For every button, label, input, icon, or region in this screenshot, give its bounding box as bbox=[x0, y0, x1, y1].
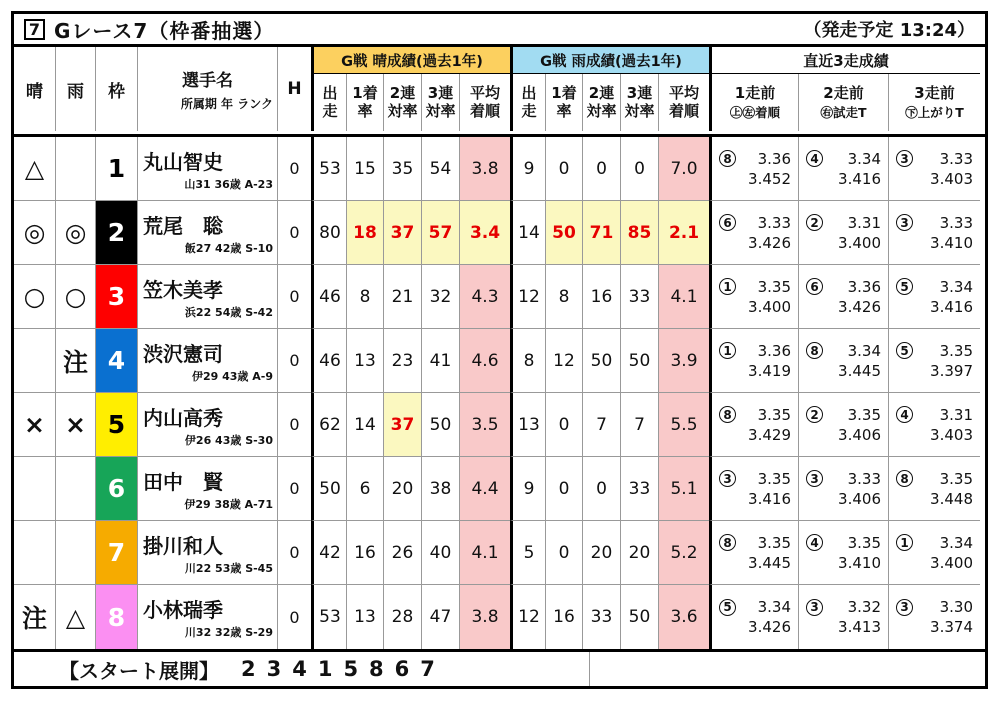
rain-avg-finish: 5.2 bbox=[659, 521, 709, 585]
race-number-box: 7 bbox=[24, 19, 45, 40]
lap-time: 3.419 bbox=[748, 361, 791, 380]
stat-col-header-starts: 出 走 bbox=[311, 74, 347, 131]
recent-race-1 bbox=[709, 329, 799, 393]
lap-time: 3.416 bbox=[838, 169, 881, 188]
lap-time: 3.416 bbox=[748, 489, 791, 508]
trial-time: 3.35 bbox=[939, 469, 973, 488]
trial-time: 3.31 bbox=[847, 213, 881, 232]
recent-race-1 bbox=[709, 137, 799, 201]
recent-race-3 bbox=[889, 329, 980, 393]
frame-number: 7 bbox=[96, 521, 138, 585]
rain-win-rate: 50 bbox=[546, 201, 583, 265]
recent-race-3 bbox=[889, 585, 980, 649]
trial-time: 3.35 bbox=[757, 277, 791, 296]
recent-race-3 bbox=[889, 265, 980, 329]
racer-name: 小林瑞季 bbox=[143, 598, 223, 622]
sun-win-rate: 15 bbox=[347, 137, 384, 201]
sun-quinella-rate: 37 bbox=[384, 393, 422, 457]
racer-name: 内山高秀 bbox=[143, 405, 223, 430]
frame-number: 1 bbox=[96, 137, 138, 201]
rain-quinella-rate: 50 bbox=[583, 329, 621, 393]
rain-trio-rate: 50 bbox=[621, 329, 659, 393]
sun-starts: 42 bbox=[311, 521, 347, 585]
trial-time: 3.35 bbox=[939, 341, 973, 360]
racer-rows bbox=[14, 137, 985, 649]
finish-position-circle: 8 bbox=[719, 150, 736, 167]
rain-trio-rate: 20 bbox=[621, 521, 659, 585]
lap-time: 3.426 bbox=[748, 233, 791, 252]
finish-position-circle: 8 bbox=[806, 342, 823, 359]
recent-race-3 bbox=[889, 137, 980, 201]
finish-position-circle: 8 bbox=[719, 406, 736, 423]
rain-mark bbox=[56, 521, 96, 585]
trial-time: 3.34 bbox=[847, 149, 881, 168]
trial-time: 3.36 bbox=[757, 341, 791, 360]
trial-time: 3.35 bbox=[847, 533, 881, 552]
racer-name: 丸山智史 bbox=[143, 149, 223, 174]
sun-win-rate: 8 bbox=[347, 265, 384, 329]
trial-time: 3.34 bbox=[939, 277, 973, 296]
sun-starts: 53 bbox=[311, 585, 347, 649]
sun-win-rate: 18 bbox=[347, 201, 384, 265]
finish-position-circle: 5 bbox=[896, 278, 913, 295]
sun-avg-finish: 3.8 bbox=[460, 137, 510, 201]
rain-trio-rate: 7 bbox=[621, 393, 659, 457]
recent-race-3 bbox=[889, 521, 980, 585]
lap-time: 3.448 bbox=[930, 489, 973, 508]
sun-avg-finish: 4.4 bbox=[460, 457, 510, 521]
stat-col-header-avg-finish: 平均 着順 bbox=[460, 74, 510, 131]
rain-starts: 8 bbox=[510, 329, 546, 393]
trial-time: 3.35 bbox=[757, 469, 791, 488]
racer-cell bbox=[138, 393, 278, 457]
rain-trio-rate: 0 bbox=[621, 137, 659, 201]
recent-race-2 bbox=[799, 521, 889, 585]
trial-time: 3.34 bbox=[847, 341, 881, 360]
sun-avg-finish: 4.3 bbox=[460, 265, 510, 329]
racer-subheader-label: 所属期 年 ランク bbox=[180, 97, 273, 111]
sun-mark bbox=[14, 329, 56, 393]
rain-avg-finish: 3.9 bbox=[659, 329, 709, 393]
trial-time: 3.33 bbox=[757, 213, 791, 232]
lap-time: 3.406 bbox=[838, 425, 881, 444]
sun-quinella-rate: 23 bbox=[384, 329, 422, 393]
racer-cell bbox=[138, 457, 278, 521]
sun-mark bbox=[14, 457, 56, 521]
lap-time: 3.374 bbox=[930, 618, 973, 636]
recent-race-2 bbox=[799, 137, 889, 201]
rain-trio-rate: 33 bbox=[621, 265, 659, 329]
racer-cell bbox=[138, 521, 278, 585]
sun-starts: 80 bbox=[311, 201, 347, 265]
racer-cell bbox=[138, 265, 278, 329]
rain-quinella-rate: 0 bbox=[583, 457, 621, 521]
sun-mark: 注 bbox=[14, 585, 56, 649]
rain-win-rate: 16 bbox=[546, 585, 583, 649]
stat-col-header-starts: 出 走 bbox=[510, 74, 546, 131]
rain-starts: 13 bbox=[510, 393, 546, 457]
finish-position-circle: 5 bbox=[896, 342, 913, 359]
sun-win-rate: 13 bbox=[347, 585, 384, 649]
col-header-rain: 雨 bbox=[56, 47, 96, 131]
recent-race-2 bbox=[799, 329, 889, 393]
sun-starts: 46 bbox=[311, 265, 347, 329]
racer-info: 伊26 43歳 S-30 bbox=[184, 433, 273, 447]
frame-number: 2 bbox=[96, 201, 138, 265]
group-header-rain-record: G戦 雨成績(過去1年) bbox=[510, 47, 709, 74]
sun-avg-finish: 3.8 bbox=[460, 585, 510, 649]
lap-time: 3.410 bbox=[838, 553, 881, 572]
finish-position-circle: 4 bbox=[896, 406, 913, 423]
lap-time: 3.400 bbox=[838, 233, 881, 252]
racer-cell bbox=[138, 201, 278, 265]
col-header-racer bbox=[138, 47, 278, 131]
recent-race-1 bbox=[709, 265, 799, 329]
group-header-recent: 直近3走成績 bbox=[709, 47, 980, 74]
finish-position-circle: 3 bbox=[896, 150, 913, 167]
recent-race-3 bbox=[889, 393, 980, 457]
rain-avg-finish: 4.1 bbox=[659, 265, 709, 329]
trial-time: 3.31 bbox=[939, 405, 973, 424]
rain-starts: 12 bbox=[510, 265, 546, 329]
rain-trio-rate: 50 bbox=[621, 585, 659, 649]
lap-time: 3.416 bbox=[930, 297, 973, 316]
stat-col-header-trio-rate: 3連 対率 bbox=[621, 74, 659, 131]
recent-race-3 bbox=[889, 457, 980, 521]
racer-name: 荒尾 聡 bbox=[143, 213, 223, 238]
sun-trio-rate: 41 bbox=[422, 329, 460, 393]
racer-row bbox=[14, 521, 985, 585]
frame-number: 5 bbox=[96, 393, 138, 457]
finish-position-circle: 3 bbox=[896, 214, 913, 231]
rain-starts: 12 bbox=[510, 585, 546, 649]
rain-quinella-rate: 0 bbox=[583, 137, 621, 201]
footer-empty-area bbox=[590, 652, 985, 686]
group-header-sun-record: G戦 晴成績(過去1年) bbox=[311, 47, 510, 74]
rain-avg-finish: 7.0 bbox=[659, 137, 709, 201]
racer-name: 渋沢憲司 bbox=[143, 341, 223, 366]
rain-avg-finish: 5.1 bbox=[659, 457, 709, 521]
stat-col-header-quinella-rate: 2連 対率 bbox=[384, 74, 422, 131]
sun-quinella-rate: 26 bbox=[384, 521, 422, 585]
racer-row bbox=[14, 137, 985, 201]
lap-time: 3.403 bbox=[930, 425, 973, 444]
trial-time: 3.33 bbox=[847, 469, 881, 488]
handicap-value: 0 bbox=[278, 457, 311, 521]
rain-avg-finish: 3.6 bbox=[659, 585, 709, 649]
trial-time: 3.30 bbox=[939, 598, 973, 616]
col-header-sun: 晴 bbox=[14, 47, 56, 131]
racer-info: 浜22 54歳 S-42 bbox=[184, 305, 273, 319]
rain-starts: 9 bbox=[510, 457, 546, 521]
rain-mark: 注 bbox=[56, 329, 96, 393]
handicap-value: 0 bbox=[278, 585, 311, 649]
rain-mark bbox=[56, 137, 96, 201]
recent-race-1 bbox=[709, 457, 799, 521]
handicap-value: 0 bbox=[278, 521, 311, 585]
recent-race-3 bbox=[889, 201, 980, 265]
rain-win-rate: 8 bbox=[546, 265, 583, 329]
sun-mark bbox=[14, 521, 56, 585]
finish-position-circle: 3 bbox=[806, 599, 823, 616]
handicap-value: 0 bbox=[278, 265, 311, 329]
trial-time: 3.35 bbox=[847, 405, 881, 424]
racer-cell bbox=[138, 585, 278, 649]
rain-win-rate: 0 bbox=[546, 457, 583, 521]
finish-position-circle: 8 bbox=[719, 534, 736, 551]
recent-race-2 bbox=[799, 585, 889, 649]
col-header-handicap: H bbox=[278, 47, 311, 131]
recent-race-1 bbox=[709, 393, 799, 457]
recent-col-header-3: 3走前 ㊦上がりT bbox=[889, 74, 980, 131]
sun-mark: △ bbox=[14, 137, 56, 201]
stat-col-header-win-rate: 1着 率 bbox=[546, 74, 583, 131]
lap-time: 3.403 bbox=[930, 169, 973, 188]
finish-position-circle: 2 bbox=[806, 406, 823, 423]
frame-number: 8 bbox=[96, 585, 138, 649]
racer-info: 飯27 42歳 S-10 bbox=[184, 241, 273, 255]
rain-win-rate: 12 bbox=[546, 329, 583, 393]
racer-row bbox=[14, 457, 985, 521]
sun-trio-rate: 40 bbox=[422, 521, 460, 585]
lap-time: 3.410 bbox=[930, 233, 973, 252]
sun-starts: 62 bbox=[311, 393, 347, 457]
handicap-value: 0 bbox=[278, 201, 311, 265]
rain-mark: △ bbox=[56, 585, 96, 649]
recent-race-2 bbox=[799, 393, 889, 457]
handicap-value: 0 bbox=[278, 137, 311, 201]
finish-position-circle: 2 bbox=[806, 214, 823, 231]
sun-starts: 50 bbox=[311, 457, 347, 521]
racer-name: 掛川和人 bbox=[143, 533, 223, 558]
handicap-value: 0 bbox=[278, 393, 311, 457]
start-formation-order: 23415867 bbox=[241, 657, 446, 681]
stat-col-header-win-rate: 1着 率 bbox=[347, 74, 384, 131]
racer-cell bbox=[138, 137, 278, 201]
lap-time: 3.400 bbox=[930, 553, 973, 572]
sun-trio-rate: 57 bbox=[422, 201, 460, 265]
trial-time: 3.33 bbox=[939, 213, 973, 232]
sun-avg-finish: 4.6 bbox=[460, 329, 510, 393]
col-header-frame: 枠 bbox=[96, 47, 138, 131]
racer-info: 川22 53歳 S-45 bbox=[184, 561, 273, 575]
finish-position-circle: 6 bbox=[719, 214, 736, 231]
recent-col-header-1: 1走前 ㊤㊧着順 bbox=[709, 74, 799, 131]
sun-quinella-rate: 37 bbox=[384, 201, 422, 265]
frame-number: 4 bbox=[96, 329, 138, 393]
recent-race-2 bbox=[799, 457, 889, 521]
rain-mark: × bbox=[56, 393, 96, 457]
trial-time: 3.35 bbox=[757, 405, 791, 424]
trial-time: 3.36 bbox=[757, 149, 791, 168]
finish-position-circle: 4 bbox=[806, 534, 823, 551]
rain-trio-rate: 33 bbox=[621, 457, 659, 521]
title-row bbox=[14, 14, 985, 47]
racer-name: 田中 賢 bbox=[143, 469, 223, 494]
racer-row bbox=[14, 329, 985, 393]
recent-race-2 bbox=[799, 201, 889, 265]
table-header bbox=[14, 47, 985, 137]
sun-quinella-rate: 28 bbox=[384, 585, 422, 649]
rain-avg-finish: 5.5 bbox=[659, 393, 709, 457]
lap-time: 3.429 bbox=[748, 425, 791, 444]
lap-time: 3.426 bbox=[748, 618, 791, 636]
rain-quinella-rate: 7 bbox=[583, 393, 621, 457]
sun-quinella-rate: 20 bbox=[384, 457, 422, 521]
finish-position-circle: 1 bbox=[719, 342, 736, 359]
racer-row bbox=[14, 393, 985, 457]
sun-trio-rate: 50 bbox=[422, 393, 460, 457]
finish-position-circle: 3 bbox=[896, 599, 913, 616]
lap-time: 3.413 bbox=[838, 618, 881, 636]
sun-trio-rate: 54 bbox=[422, 137, 460, 201]
racer-name: 笠木美孝 bbox=[143, 277, 223, 302]
racer-info: 伊29 43歳 A-9 bbox=[191, 369, 273, 383]
stat-col-header-avg-finish: 平均 着順 bbox=[659, 74, 709, 131]
trial-time: 3.32 bbox=[847, 598, 881, 616]
rain-mark: ○ bbox=[56, 265, 96, 329]
rain-win-rate: 0 bbox=[546, 521, 583, 585]
recent-col-header-2: 2走前 ㊨試走T bbox=[799, 74, 889, 131]
trial-time: 3.34 bbox=[939, 533, 973, 552]
stat-col-header-quinella-rate: 2連 対率 bbox=[583, 74, 621, 131]
rain-quinella-rate: 20 bbox=[583, 521, 621, 585]
rain-starts: 5 bbox=[510, 521, 546, 585]
finish-position-circle: 6 bbox=[806, 278, 823, 295]
racer-cell bbox=[138, 329, 278, 393]
recent-race-1 bbox=[709, 585, 799, 649]
stat-col-header-trio-rate: 3連 対率 bbox=[422, 74, 460, 131]
lap-time: 3.452 bbox=[748, 169, 791, 188]
finish-position-circle: 1 bbox=[719, 278, 736, 295]
finish-position-circle: 3 bbox=[806, 470, 823, 487]
trial-time: 3.35 bbox=[757, 533, 791, 552]
lap-time: 3.445 bbox=[838, 361, 881, 380]
racer-row bbox=[14, 585, 985, 649]
finish-position-circle: 4 bbox=[806, 150, 823, 167]
rain-mark: ◎ bbox=[56, 201, 96, 265]
sun-avg-finish: 3.4 bbox=[460, 201, 510, 265]
rain-starts: 14 bbox=[510, 201, 546, 265]
finish-position-circle: 8 bbox=[896, 470, 913, 487]
trial-time: 3.34 bbox=[757, 598, 791, 616]
sun-win-rate: 13 bbox=[347, 329, 384, 393]
racer-info: 川32 32歳 S-29 bbox=[184, 626, 273, 639]
lap-time: 3.445 bbox=[748, 553, 791, 572]
lap-time: 3.397 bbox=[930, 361, 973, 380]
race-title: Gレース7（枠番抽選） bbox=[54, 18, 275, 43]
sun-avg-finish: 4.1 bbox=[460, 521, 510, 585]
recent-race-1 bbox=[709, 521, 799, 585]
recent-race-1 bbox=[709, 201, 799, 265]
sun-trio-rate: 32 bbox=[422, 265, 460, 329]
rain-trio-rate: 85 bbox=[621, 201, 659, 265]
sun-win-rate: 14 bbox=[347, 393, 384, 457]
sun-mark: ○ bbox=[14, 265, 56, 329]
race-card-sheet bbox=[11, 11, 988, 689]
frame-number: 3 bbox=[96, 265, 138, 329]
sun-trio-rate: 38 bbox=[422, 457, 460, 521]
sun-quinella-rate: 35 bbox=[384, 137, 422, 201]
sun-starts: 53 bbox=[311, 137, 347, 201]
racer-info: 山31 36歳 A-23 bbox=[184, 177, 273, 191]
trial-time: 3.33 bbox=[939, 149, 973, 168]
rain-win-rate: 0 bbox=[546, 393, 583, 457]
start-formation-label: 【スタート展開】 bbox=[59, 658, 219, 683]
racer-header-label: 選手名 bbox=[182, 71, 233, 91]
sun-win-rate: 16 bbox=[347, 521, 384, 585]
rain-quinella-rate: 33 bbox=[583, 585, 621, 649]
frame-number: 6 bbox=[96, 457, 138, 521]
racer-info: 伊29 38歳 A-71 bbox=[184, 497, 273, 511]
trial-time: 3.36 bbox=[847, 277, 881, 296]
finish-position-circle: 1 bbox=[896, 534, 913, 551]
sun-avg-finish: 3.5 bbox=[460, 393, 510, 457]
rain-quinella-rate: 71 bbox=[583, 201, 621, 265]
rain-avg-finish: 2.1 bbox=[659, 201, 709, 265]
recent-race-2 bbox=[799, 265, 889, 329]
finish-position-circle: 3 bbox=[719, 470, 736, 487]
rain-quinella-rate: 16 bbox=[583, 265, 621, 329]
rain-win-rate: 0 bbox=[546, 137, 583, 201]
sun-win-rate: 6 bbox=[347, 457, 384, 521]
handicap-value: 0 bbox=[278, 329, 311, 393]
racer-row bbox=[14, 201, 985, 265]
racer-row bbox=[14, 265, 985, 329]
lap-time: 3.406 bbox=[838, 489, 881, 508]
lap-time: 3.426 bbox=[838, 297, 881, 316]
start-time-label: （発走予定 13:24） bbox=[803, 20, 975, 41]
sun-trio-rate: 47 bbox=[422, 585, 460, 649]
sun-quinella-rate: 21 bbox=[384, 265, 422, 329]
finish-position-circle: 5 bbox=[719, 599, 736, 616]
lap-time: 3.400 bbox=[748, 297, 791, 316]
start-formation-row bbox=[14, 649, 985, 686]
sun-starts: 46 bbox=[311, 329, 347, 393]
rain-starts: 9 bbox=[510, 137, 546, 201]
sun-mark: ◎ bbox=[14, 201, 56, 265]
rain-mark bbox=[56, 457, 96, 521]
sun-mark: × bbox=[14, 393, 56, 457]
